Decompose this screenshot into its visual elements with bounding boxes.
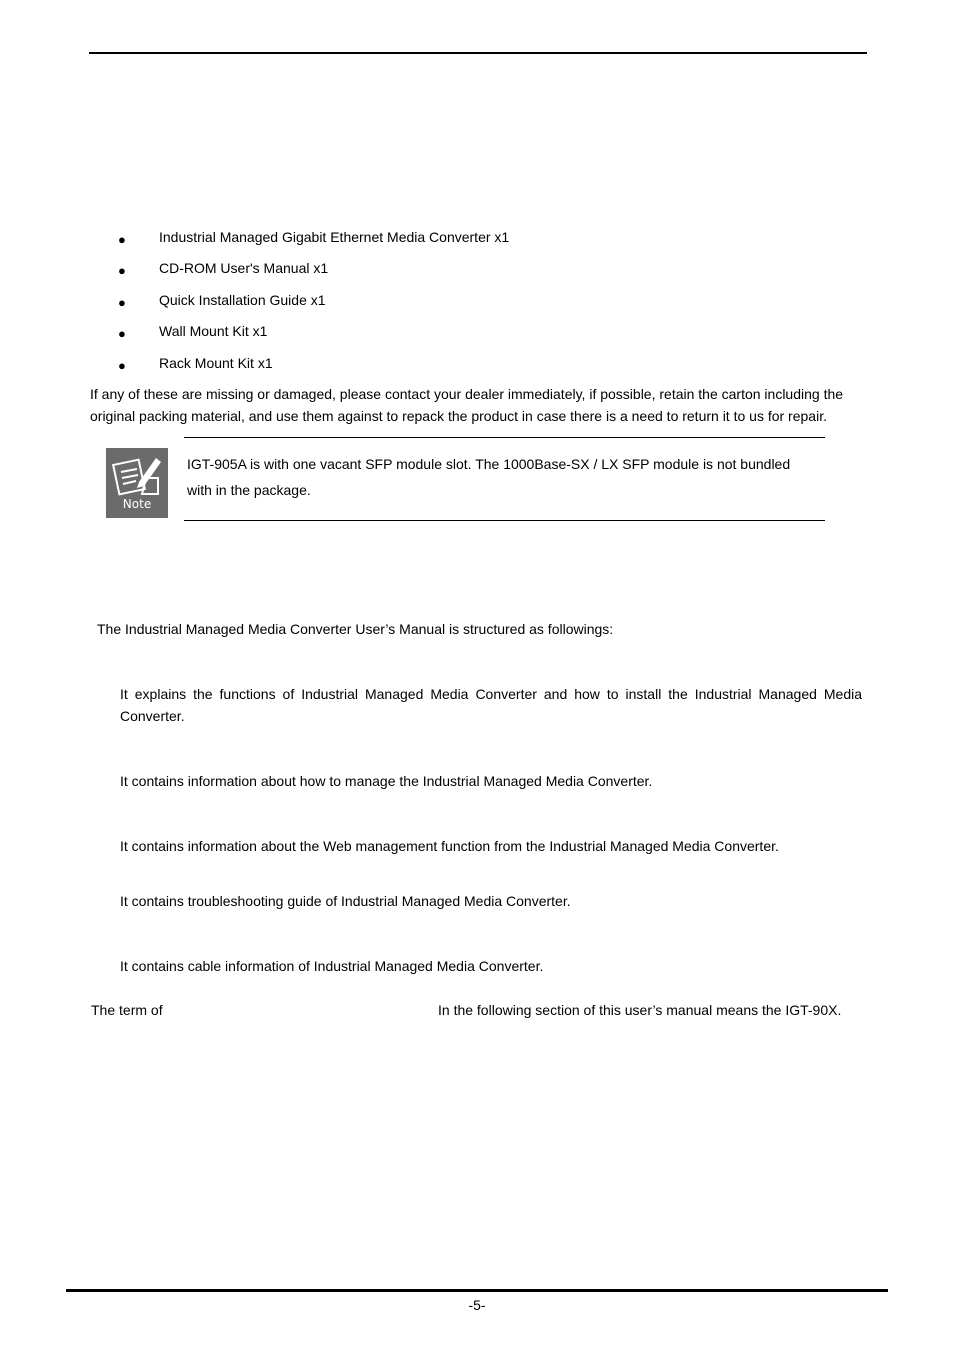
bullet: ● <box>118 232 126 247</box>
chapter-description: It contains troubleshooting guide of Industrial Managed Media Converter. <box>120 893 571 909</box>
bullet: ● <box>118 295 126 310</box>
page-number: -5- <box>468 1297 486 1313</box>
header-rule <box>89 52 867 54</box>
note-text: IGT-905A is with one vacant SFP module slot. The 1000Base-SX / LX SFP module is not bundled with in the package. <box>187 456 791 498</box>
chapter-description: It explains the functions of Industrial Managed Media Converter and how to install the Industrial Managed Media Converter. <box>120 686 862 724</box>
bullet: ● <box>118 326 126 341</box>
term-prefix: The term of <box>91 1002 163 1018</box>
bullet: ● <box>118 358 126 373</box>
list-item: Wall Mount Kit x1 <box>159 323 268 339</box>
list-item: Industrial Managed Gigabit Ethernet Media Converter x1 <box>159 229 510 245</box>
footer-rule <box>66 1289 888 1292</box>
note-icon-label: Note <box>122 497 152 511</box>
list-item: CD-ROM User's Manual x1 <box>159 260 329 276</box>
chapter-description: It contains information about the Web management function from the Industrial Managed Media Converter. <box>120 838 779 854</box>
term-suffix: In the following section of this user’s manual means the IGT-90X. <box>438 1002 842 1018</box>
bullet: ● <box>118 263 126 278</box>
list-item: Quick Installation Guide x1 <box>159 292 326 308</box>
note-pencil-icon <box>106 448 168 518</box>
chapter-description: It contains cable information of Industrial Managed Media Converter. <box>120 958 544 974</box>
list-item: Rack Mount Kit x1 <box>159 355 273 371</box>
note-top-rule <box>184 437 825 438</box>
note-bottom-rule <box>184 520 825 521</box>
manual-intro: The Industrial Managed Media Converter User’s Manual is structured as followings: <box>97 621 614 637</box>
missing-items-paragraph: If any of these are missing or damaged, please contact your dealer immediately, if possible, retain the carton including the original packing material, and use them against to repack the product in case there is a need to return it to us for repair. <box>90 386 844 424</box>
chapter-description: It contains information about how to manage the Industrial Managed Media Converter. <box>120 773 653 789</box>
